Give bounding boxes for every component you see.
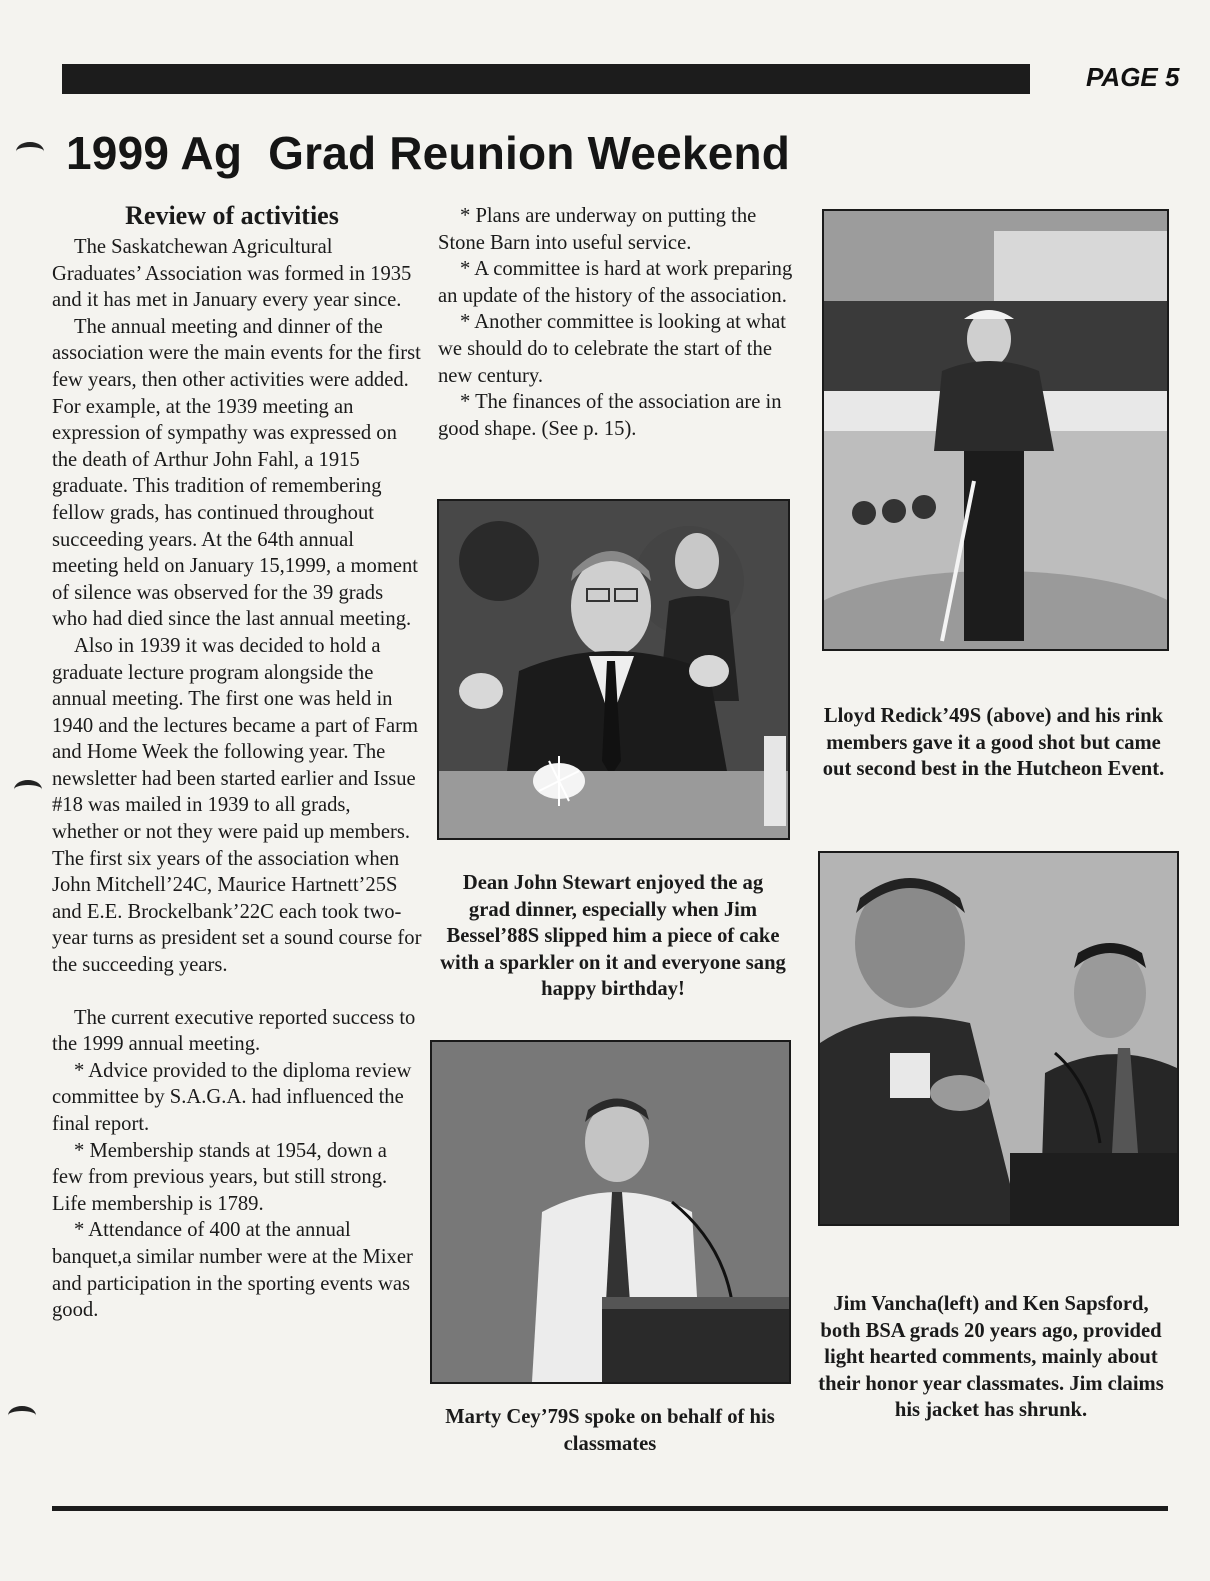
article-paragraph: Also in 1939 it was decided to hold a graduate lecture program alongside the annual meeting. The first one was held in 1940 and the lectures became a part of Farm and Home Week the following year. The newsletter had been started earlier and Issue #18 was mailed in 1939 to all grads, whether or not they were paid up members. The first six years of the association when John Mitchell’24C, Maurice Hartnett’25S and E.E. Brockelbank’22C each took two-year turns as president set a sound course for the succeeding years.: [52, 634, 422, 977]
caption-dinner: Dean John Stewart enjoyed the ag grad dinner, especially when Jim Bessel’88S slipped him a piece of cake with a sparkler on it and everyone sang happy birthday!: [440, 872, 786, 1001]
bullet-point: * A committee is hard at work preparing an update of the history of the association.: [438, 258, 793, 307]
section-heading: Review of activities: [125, 201, 339, 230]
photo-podium: [818, 851, 1179, 1226]
article-column-2: [438, 203, 808, 442]
bullet-point: * Membership stands at 1954, down a few from previous years, but still strong. Life membership is 1789.: [52, 1139, 388, 1215]
bullet-point: * Attendance of 400 at the annual banquet,a similar number were at the Mixer and participation in the sporting events was good.: [52, 1219, 413, 1322]
caption-podium: Jim Vancha(left) and Ken Sapsford, both BSA grads 20 years ago, provided light hearted comments, mainly about their honor year classmates. Jim claims his jacket has shrunk.: [818, 1293, 1164, 1422]
page-number: PAGE 5: [1086, 62, 1180, 92]
photo-curling: [822, 209, 1169, 651]
photo-speaker: [430, 1040, 791, 1384]
article-column-1: [52, 200, 422, 1324]
article-paragraph: The current executive reported success to the 1999 annual meeting.: [52, 1006, 416, 1056]
bullet-point: * Another committee is looking at what we should do to celebrate the start of the new century.: [438, 311, 787, 387]
scan-mark: [16, 142, 44, 161]
scan-mark: [14, 780, 42, 799]
caption-speaker: Marty Cey’79S spoke on behalf of his classmates: [445, 1406, 775, 1455]
headline: 1999 Ag Grad Reunion Weekend: [66, 127, 791, 179]
bullet-point: * The finances of the association are in good shape. (See p. 15).: [438, 391, 782, 440]
scan-mark: [8, 1406, 36, 1425]
photo-dinner: [437, 499, 790, 840]
bullet-point: * Advice provided to the diploma review committee by S.A.G.A. had influenced the final report.: [52, 1059, 412, 1135]
caption-curling: Lloyd Redick’49S (above) and his rink members gave it a good shot but came out second best in the Hutcheon Event.: [822, 705, 1165, 781]
footer-rule: [52, 1506, 1168, 1511]
bullet-point: * Plans are underway on putting the Stone Barn into useful service.: [438, 205, 757, 254]
article-paragraph: The annual meeting and dinner of the association were the main events for the first few years, then other activities were added. For example, at the 1939 meeting an expression of sympathy was expressed on the death of Arthur John Fahl, a 1915 graduate. This tradition of remembering fellow grads, has continued throughout succeeding years. At the 64th annual meeting held on January 15,1999, a moment of silence was observed for the 39 grads who had died since the last annual meeting.: [52, 315, 421, 631]
header-bar: [62, 64, 1030, 94]
article-paragraph: The Saskatchewan Agricultural Graduates’ Association was formed in 1935 and it has met in January every year since.: [52, 236, 412, 312]
